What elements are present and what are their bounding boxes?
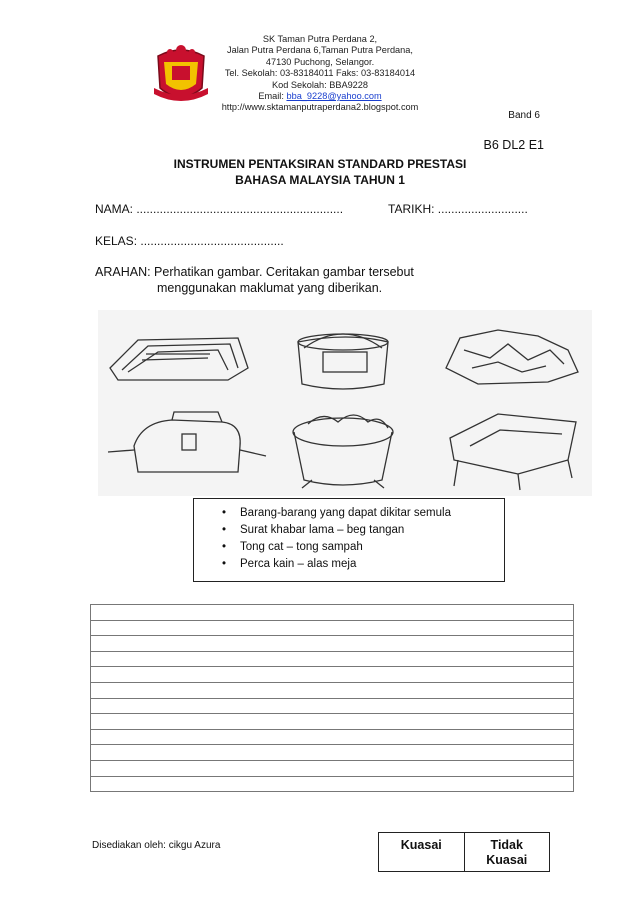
kuasai-cell[interactable]: Kuasai [400, 838, 442, 852]
bullet-icon: • [222, 558, 227, 570]
info-item-text: Tong cat – tong sampah [240, 541, 363, 553]
writing-line[interactable] [90, 604, 574, 620]
info-item-text: Perca kain – alas meja [240, 558, 357, 570]
writing-line[interactable] [90, 776, 574, 793]
title-line-1: INSTRUMEN PENTAKSIRAN STANDARD PRESTASI [173, 157, 467, 171]
trash-bin-image [293, 415, 393, 488]
info-item [222, 556, 504, 573]
instruction [95, 264, 414, 296]
instrument-code: B6 DL2 E1 [483, 138, 544, 152]
writing-line[interactable] [90, 729, 574, 745]
prepared-by: Disediakan oleh: cikgu Azura [92, 840, 221, 851]
instruction-line-2: menggunakan maklumat yang diberikan. [157, 281, 383, 295]
email-label: Email: [258, 91, 287, 102]
paint-can-image [298, 334, 388, 389]
writing-line[interactable] [90, 666, 574, 682]
band-label: Band 6 [508, 110, 540, 121]
bullet-icon: • [222, 524, 227, 536]
recycling-pictures [98, 310, 592, 496]
info-item-text: Surat khabar lama – beg tangan [240, 524, 405, 536]
writing-line[interactable] [90, 635, 574, 651]
table-cover-image [450, 414, 576, 490]
tidak-label: Tidak [490, 838, 523, 852]
page-title [140, 156, 500, 188]
nama-field[interactable]: NAMA: .............................................................. [95, 202, 344, 216]
writing-line[interactable] [90, 760, 574, 776]
school-name: SK Taman Putra Perdana 2, [262, 34, 378, 44]
kelas-field[interactable]: KELAS: ........................................... [95, 234, 284, 248]
info-item [222, 539, 504, 556]
bullet-icon: • [222, 541, 227, 553]
instruction-line-1: ARAHAN: Perhatikan gambar. Ceritakan gambar tersebut [95, 265, 414, 279]
email-link[interactable]: bba_9228@yahoo.com [286, 91, 382, 102]
info-item [222, 505, 504, 522]
writing-line[interactable] [90, 698, 574, 714]
writing-line[interactable] [90, 651, 574, 667]
writing-lines[interactable] [90, 604, 574, 792]
info-item-text: Barang-barang yang dapat dikitar semula [240, 507, 451, 519]
school-website[interactable]: http://www.sktamanputraperdana2.blogspot.com [221, 102, 419, 113]
bullet-icon: • [222, 507, 227, 519]
info-list [194, 499, 504, 573]
info-box [193, 498, 505, 582]
school-address-1: Jalan Putra Perdana 6,Taman Putra Perdana, [227, 45, 413, 56]
score-box [378, 832, 550, 872]
tidak-kuasai-label: Kuasai [486, 853, 528, 867]
writing-line[interactable] [90, 620, 574, 636]
writing-line[interactable] [90, 713, 574, 729]
title-line-2: BAHASA MALAYSIA TAHUN 1 [235, 173, 405, 187]
tidak-kuasai-cell[interactable] [464, 833, 550, 871]
newspaper-stack-image [110, 338, 248, 380]
writing-line[interactable] [90, 744, 574, 760]
scrap-pile-image [446, 330, 578, 384]
school-email [160, 91, 480, 102]
handbag-image [108, 412, 266, 472]
tarikh-field[interactable]: TARIKH: ........................... [388, 202, 528, 216]
writing-line[interactable] [90, 682, 574, 698]
school-header [160, 34, 480, 114]
school-code: Kod Sekolah: BBA9228 [271, 79, 369, 90]
info-item [222, 522, 504, 539]
school-phone: Tel. Sekolah: 03-83184011 Faks: 03-83184014 [224, 68, 416, 79]
school-address-2: 47130 Puchong, Selangor. [265, 56, 375, 67]
